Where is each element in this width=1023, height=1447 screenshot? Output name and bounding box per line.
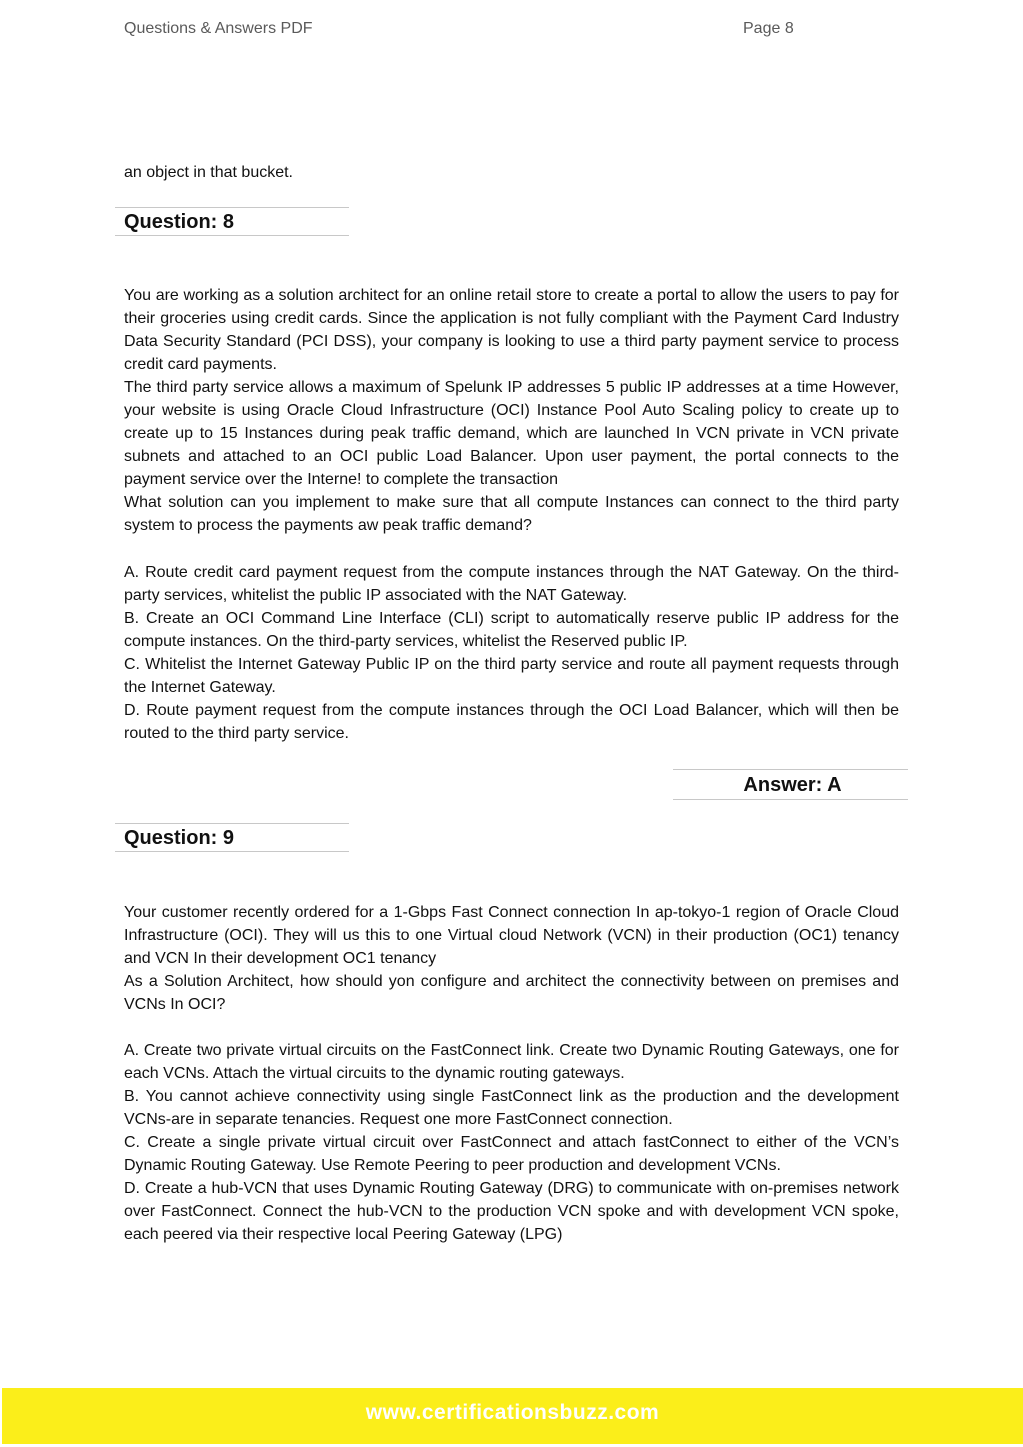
question-9-body [124,901,899,1016]
question-9-options [124,1039,899,1246]
question-8-option-b: B. Create an OCI Command Line Interface (CLI) script to automatically reserve public IP address for the compute instances. On the third-party services, whitelist the Reserved public IP. [124,610,899,650]
question-9-option-c: C. Create a single private virtual circuit over FastConnect and attach fastConnect to either of the VCN’s Dynamic Routing Gateway. Use Remote Peering to peer production and development VCNs. [124,1134,899,1174]
question-8-option-d: D. Route payment request from the compute instances through the OCI Load Balancer, which will then be routed to the third party service. [124,702,899,742]
question-9-heading: Question: 9 [124,827,235,849]
question-8-options [124,561,899,745]
footer-website-link[interactable]: www.certificationsbuzz.com [365,1401,660,1424]
question-8-option-a: A. Route credit card payment request from the compute instances through the NAT Gateway. On the third-party services, whitelist the public IP associated with the NAT Gateway. [124,564,899,604]
question-9-option-b: B. You cannot achieve connectivity using single FastConnect link as the production and the development VCNs-are in separate tenancies. Request one more FastConnect connection. [124,1088,899,1128]
carryover-line: an object in that bucket. [124,164,293,181]
question-9-option-a: A. Create two private virtual circuits on the FastConnect link. Create two Dynamic Routing Gateways, one for each VCNs. Attach the virtual circuits to the dynamic routing gateways. [124,1042,899,1082]
question-8-heading: Question: 8 [124,211,235,233]
footer-banner [2,1388,1023,1444]
question-9-paragraph: As a Solution Architect, how should yon configure and architect the connectivity between on premises and VCNs In OCI? [124,973,899,1013]
question-8-paragraph: The third party service allows a maximum of Spelunk IP addresses 5 public IP addresses at a time However, your website is using Oracle Cloud Infrastructure (OCI) Instance Pool Auto Scaling policy to create up to create up to 15 Instances during peak traffic demand, which are launched In VCN private in VCN private subnets and attached to an OCI public Load Balancer. Upon user payment, the portal connects to the payment service over the Interne! to complete the transaction [124,379,899,488]
answer-label: Answer: A [743,774,842,796]
answer-box [673,769,908,800]
question-8-paragraph: What solution can you implement to make sure that all compute Instances can connect to the third party system to process the payments aw peak traffic demand? [124,494,899,534]
header-title: Questions & Answers PDF [124,20,313,37]
question-9-heading-box [115,823,349,852]
carryover-text [124,161,899,184]
question-8-body [124,284,899,537]
question-9-option-d: D. Create a hub-VCN that uses Dynamic Routing Gateway (DRG) to communicate with on-premises network over FastConnect. Connect the hub-VCN to the production VCN spoke and with development VCN spoke, each peered via their respective local Peering Gateway (LPG) [124,1180,899,1243]
question-9-paragraph: Your customer recently ordered for a 1-Gbps Fast Connect connection In ap-tokyo-1 region of Oracle Cloud Infrastructure (OCI). They will us this to one Virtual cloud Network (VCN) in their production (OC1) tenancy and VCN In their development OC1 tenancy [124,904,899,967]
question-8-heading-box [115,207,349,236]
page-number: Page 8 [743,20,794,37]
question-8-paragraph: You are working as a solution architect for an online retail store to create a portal to allow the users to pay for their groceries using credit cards. Since the application is not fully compliant with the Payment Card Industry Data Security Standard (PCI DSS), your company is looking to use a third party payment service to process credit card payments. [124,287,899,373]
question-8-option-c: C. Whitelist the Internet Gateway Public IP on the third party service and route all payment requests through the Internet Gateway. [124,656,899,696]
